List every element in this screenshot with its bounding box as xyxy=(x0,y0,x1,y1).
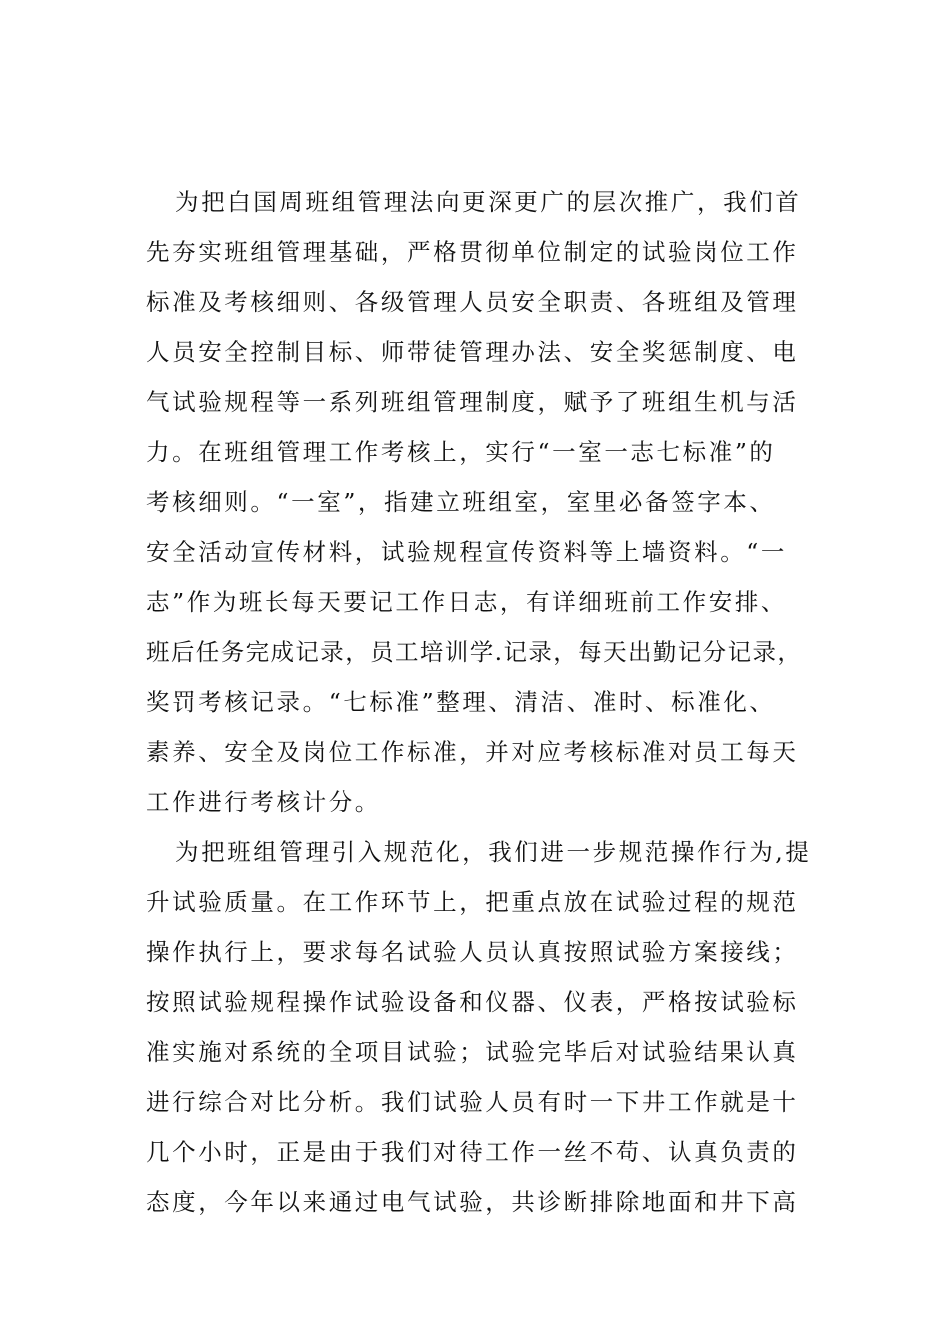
paragraph-1-line-11: 奖罚考核记录。“七标准”整理、清洁、准时、标准化、 xyxy=(146,688,776,716)
paragraph-2-line-2: 升试验质量。在工作环节上，把重点放在试验过程的规范 xyxy=(146,888,799,916)
paragraph-2-line-5: 准实施对系统的全项目试验；试验完毕后对试验结果认真 xyxy=(146,1038,799,1066)
paragraph-1-line-10: 班后任务完成记录，员工培训学.记录，每天出勤记分记录， xyxy=(146,638,803,666)
paragraph-2-line-7: 几个小时，正是由于我们对待工作一丝不苟、认真负责的 xyxy=(146,1138,799,1166)
paragraph-1-line-2: 先夯实班组管理基础，严格贯彻单位制定的试验岗位工作 xyxy=(146,238,799,266)
paragraph-1-line-5: 气试验规程等一系列班组管理制度，赋予了班组生机与活 xyxy=(146,388,799,416)
paragraph-1-line-12: 素养、安全及岗位工作标准，并对应考核标准对员工每天 xyxy=(146,738,799,766)
paragraph-2-line-8: 态度，今年以来通过电气试验，共诊断排除地面和井下高 xyxy=(146,1188,799,1216)
paragraph-1-line-3: 标准及考核细则、各级管理人员安全职责、各班组及管理 xyxy=(146,288,799,316)
paragraph-1-line-8: 安全活动宣传材料，试验规程宣传资料等上墙资料。“一 xyxy=(146,538,788,566)
paragraph-1-line-1: 为把白国周班组管理法向更深更广的层次推广，我们首 xyxy=(175,188,802,216)
paragraph-1-line-6: 力。在班组管理工作考核上，实行“一室一志七标准”的 xyxy=(146,438,776,466)
paragraph-2-line-3: 操作执行上，要求每名试验人员认真按照试验方案接线； xyxy=(146,938,799,966)
paragraph-1-line-4: 人员安全控制目标、师带徒管理办法、安全奖惩制度、电 xyxy=(146,338,799,366)
paragraph-1-line-13: 工作进行考核计分。 xyxy=(146,788,381,816)
paragraph-1-line-7: 考核细则。“一室”，指建立班组室，室里必备签字本、 xyxy=(146,488,776,516)
paragraph-2-line-1: 为把班组管理引入规范化，我们进一步规范操作行为,提 xyxy=(175,838,812,866)
paragraph-2-line-4: 按照试验规程操作试验设备和仪器、仪表，严格按试验标 xyxy=(146,988,799,1016)
paragraph-2-line-6: 进行综合对比分析。我们试验人员有时一下井工作就是十 xyxy=(146,1088,799,1116)
paragraph-1-line-9: 志”作为班长每天要记工作日志，有详细班前工作安排、 xyxy=(146,588,788,616)
